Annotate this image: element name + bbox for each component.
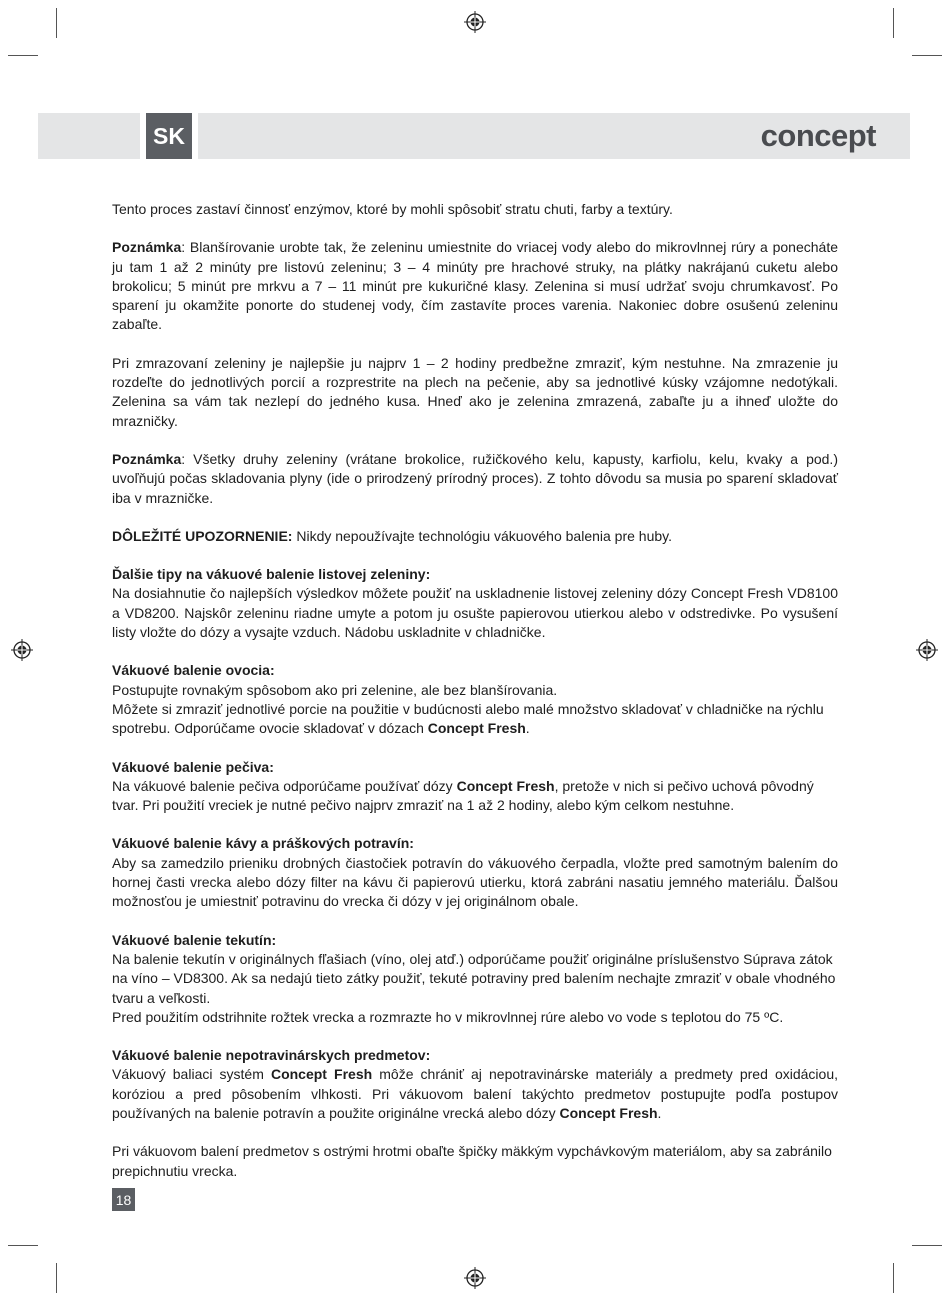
section-non-food: Vákuové balenie nepotravinárskych predmetov: Vákuový baliaci systém Concept Fresh môže chrániť aj nepotravinárske materiály a predmety pred oxidáciou, koróziou a pred pôsobením vlhkosti. Pri vákuovom balení takýchto predmetov postupujte podľa postupov používaných na balenie potravín a použite originálne vrecká alebo dózy Concept Fresh. [112, 1047, 838, 1121]
paragraph: Tento proces zastaví činnosť enzýmov, ktoré by mohli spôsobiť stratu chuti, farby a textúry. [112, 201, 673, 217]
registration-mark-icon [464, 11, 486, 33]
brand-logo: concept [760, 118, 876, 153]
section-coffee-powders: Vákuové balenie kávy a práškových potravín: Aby sa zamedzilo prieniku drobných čiastočiek potravín do vákuového čerpadla, vložte pred samotným balením do hornej časti vrecka alebo dózy filter na kávu či papierovú utierku, ktorá zabráni nasatiu jemného materiálu. Ďalšou možnosťou je umiestniť potravinu do vrecka či dózy v jej originálnom obale. [112, 835, 838, 910]
crop-mark [56, 1263, 57, 1293]
section-liquids: Vákuové balenie tekutín: Na balenie tekutín v originálnych fľašiach (víno, olej atď.) odporúčame použiť originálne príslušenstvo Súprava zátok na víno – VD8300. Ak sa nedajú tieto zátky použiť, tekuté potraviny pred balením nechajte zmraziť v obale vhodného tvaru a veľkosti. Pred použitím odstrihnite rožtek vrecka a rozmrazte ho v mikrovlnnej rúre alebo vo vode s teplotou do 75 ºC. [112, 931, 836, 1025]
registration-mark-icon [916, 639, 938, 661]
header-band-left [38, 113, 140, 159]
section-pastry: Vákuové balenie pečiva: Na vákuové balenie pečiva odporúčame používať dózy Concept Fresh, pretože v nich si pečivo uchová pôvodný tvar. Pri použití vreciek je nutné pečivo najprv zmraziť na 1 až 2 hodiny, alebo kým celkom nestuhne. [112, 758, 814, 814]
section-heading: Ďalšie tipy na vákuové balenie listovej zeleniny: [112, 566, 431, 583]
crop-mark [56, 8, 57, 38]
page-number: 18 [112, 1188, 135, 1211]
registration-mark-icon [11, 639, 33, 661]
section-heading: Vákuové balenie pečiva: [112, 758, 274, 775]
section-fruit: Vákuové balenie ovocia: Postupujte rovnakým spôsobom ako pri zelenine, ale bez blanšírovania. Môžete si zmraziť jednotlivé porcie na použitie v budúcnosti alebo malé množstvo skladovať v chladničke na rýchlu spotrebu. Odporúčame ovocie skladovať v dózach Concept Fresh. [112, 662, 824, 737]
document-body [112, 200, 838, 1200]
note-label: Poznámka [112, 450, 182, 467]
section-heading: Vákuové balenie nepotravinárskych predmetov: [112, 1047, 431, 1064]
section-heading: Vákuové balenie tekutín: [112, 931, 277, 948]
section-heading: Vákuové balenie ovocia: [112, 662, 275, 679]
crop-mark [912, 1245, 942, 1246]
paragraph: Pri vákuovom balení predmetov s ostrými hrotmi obaľte špičky mäkkým vypchávkovým materiálom, aby sa zabránilo prepichnutiu vrecka. [112, 1143, 832, 1179]
language-badge: SK [146, 113, 192, 159]
registration-mark-icon [464, 1267, 486, 1289]
crop-mark [912, 55, 942, 56]
crop-mark [8, 1245, 38, 1246]
note-label: Poznámka [112, 239, 182, 256]
warning-paragraph: DÔLEŽITÉ UPOZORNENIE: Nikdy nepoužívajte technológiu vákuového balenia pre huby. [112, 527, 673, 544]
crop-mark [893, 8, 894, 38]
crop-mark [893, 1263, 894, 1293]
section-heading: Vákuové balenie kávy a práškových potravín: [112, 835, 414, 852]
crop-mark [8, 55, 38, 56]
warning-label: DÔLEŽITÉ UPOZORNENIE: [112, 527, 293, 544]
paragraph: Pri zmrazovaní zeleniny je najlepšie ju najprv 1 – 2 hodiny predbežne zmraziť, kým nestuhne. Na zmrazenie ju rozdeľte do jednotlivých porcií a rozprestrite na plech na pečenie, aby sa jednotlivé kúsky vzájomne nedotýkali. Zelenina sa vám tak nezlepí do jedného kusa. Hneď ako je zelenina zmrazená, zabaľte ju a ihneď uložte do mrazničky. [112, 354, 838, 429]
note-paragraph: Poznámka: Všetky druhy zeleniny (vrátane brokolice, ružičkového kelu, kapusty, karfiolu, kelu, kvaky a pod.) uvoľňujú počas skladovania plyny (ide o prirodzený prírodný proces). Z tohto dôvodu sa musia po sparení skladovať iba v mrazničke. [112, 450, 838, 506]
note-paragraph: Poznámka: Blanšírovanie urobte tak, že zeleninu umiestnite do vriacej vody alebo do mikrovlnnej rúry a ponecháte ju tam 1 až 2 minúty pre listovú zeleninu; 3 – 4 minúty pre hrachové struky, na plátky nakrájanú cuketu alebo brokolicu; 5 minút pre mrkvu a 7 – 11 minút pre kukuričné klasy. Zelenina si musí udržať svoju chrumkavosť. Po sparení ju okamžite ponorte do studenej vody, čím zastavíte proces varenia. Nakoniec dobre osušenú zeleninu zabaľte. [112, 239, 838, 333]
section-leafy-vegetables: Ďalšie tipy na vákuové balenie listovej zeleniny: Na dosiahnutie čo najlepších výsledkov môžete použiť na uskladnenie listovej zeleniny dózy Concept Fresh VD8100 a VD8200. Najskôr zeleninu riadne umyte a potom ju osušte papierovou utierkou alebo v odstredivke. Po vysušení listy vložte do dózy a vysajte vzduch. Nádobu uskladnite v chladničke. [112, 566, 838, 641]
